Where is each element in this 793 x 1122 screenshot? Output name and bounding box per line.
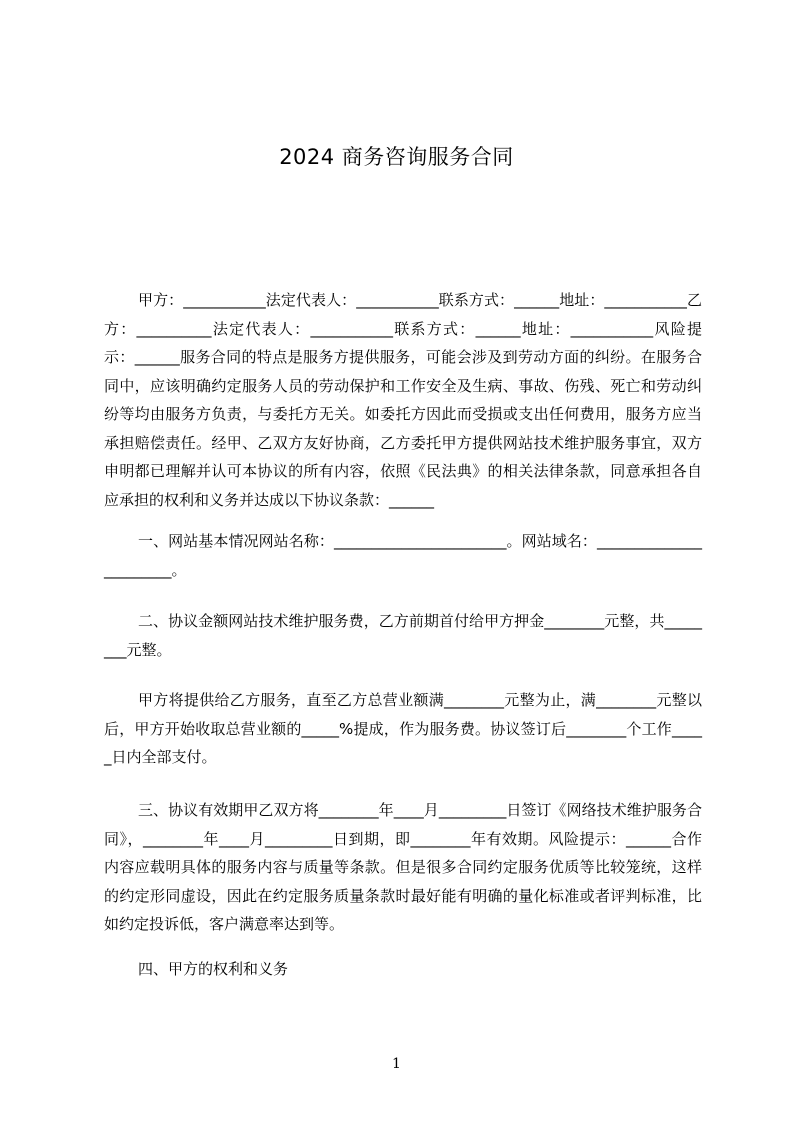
- paragraph-parties-and-preamble: 甲方：___________法定代表人：___________联系方式：______地址：___________乙方：__________法定代表人：___________联系方式：______地址：___________风险提示：______服务合同的特点是服务方提供服务，可能会涉及到劳动方面的纠纷。在服务合同中，应该明确约定服务人员的劳动保护和工作安全及生病、事故、伤残、死亡和劳动纠纷等均由服务方负责，与委托方无关。如委托方因此而受损或支出任何费用，服务方应当承担赔偿责任。经甲、乙双方友好协商，乙方委托甲方提供网站技术维护服务事宜，双方申明都已理解并认可本协议的所有内容，依照《民法典》的相关法律条款，同意承担各自应承担的权利和义务并达成以下协议条款：______: [104, 291, 702, 509]
- paragraph-service-fee-terms: 甲方将提供给乙方服务，直至乙方总营业额满________元整为止，满________元整以后，甲方开始收取总营业额的_____%提成，作为服务费。协议签订后________个工作_____日内全部支付。: [104, 691, 702, 766]
- paragraph-validity-period: 三、协议有效期甲乙双方将________年____月_________日签订《网络技术维护服务合同》，________年____月_________日到期，即________年有效期。风险提示：______合作内容应载明具体的服务内容与质量等条款。但是很多合同约定服务优质等比较笼统，这样的约定形同虚设，因此在约定服务质量条款时最好能有明确的量化标准或者评判标准，比如约定投诉低，客户满意率达到等。: [104, 801, 702, 933]
- paragraph-agreement-amount: 二、协议金额网站技术维护服务费，乙方前期首付给甲方押金________元整，共________元整。: [104, 612, 702, 659]
- page-number: 1: [392, 1056, 401, 1072]
- paragraph-website-basic-info: 一、网站基本情况网站名称：_______________________。网站域名：_______________________。: [104, 532, 702, 579]
- paragraph-party-a-rights-heading: 四、甲方的权利和义务: [138, 960, 289, 978]
- page-title: 2024 商务咨询服务合同: [279, 145, 514, 169]
